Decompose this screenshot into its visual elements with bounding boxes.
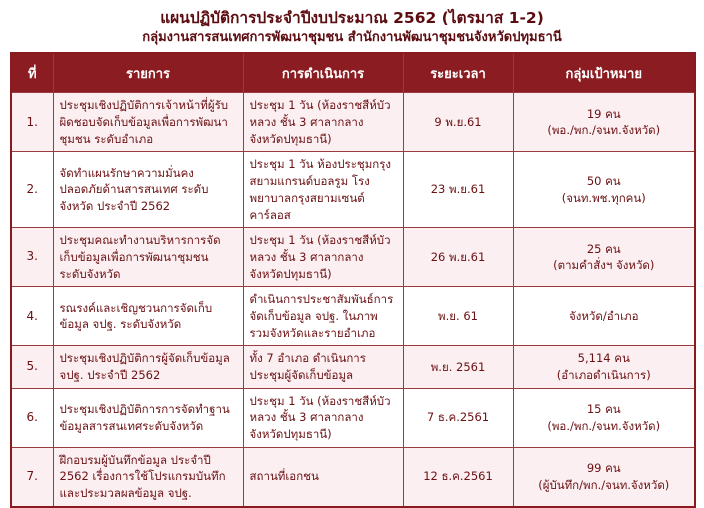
cell-target-line1: 19 คน — [586, 106, 621, 121]
cell-item: ฝึกอบรมผู้บันทึกข้อมูล ประจำปี 2562 เรื่องการใช้โปรแกรมบันทึกและประมวลผลข้อมูล จปฐ. — [53, 447, 243, 507]
cell-target-line1: 50 คน — [586, 174, 621, 189]
table-header — [11, 53, 695, 93]
cell-no: 1. — [11, 93, 53, 152]
cell-item: ประชุมเชิงปฏิบัติการผู้จัดเก็บข้อมูล จปฐ. ประจำปี 2562 — [53, 346, 243, 388]
cell-action: ประชุม 1 วัน ห้องประชุมกรุงสยามแกรนด์บอลรูม โรงพยาบาลกรุงสยามเซนต์คาร์ลอส — [243, 152, 403, 228]
cell-action: สถานที่เอกชน — [243, 447, 403, 507]
cell-target-line2: (อำเภอดำเนินการ) — [556, 367, 651, 382]
cell-no: 4. — [11, 287, 53, 346]
cell-duration: 23 พ.ย.61 — [403, 152, 513, 228]
cell-duration: 7 ธ.ค.2561 — [403, 388, 513, 447]
cell-target-line1: จังหวัด/อำเภอ — [568, 308, 639, 323]
cell-item: รณรงค์และเชิญชวนการจัดเก็บข้อมูล จปฐ. ระดับจังหวัด — [53, 287, 243, 346]
cell-target-line1: 25 คน — [586, 241, 621, 256]
table-row — [11, 93, 695, 152]
cell-duration: 26 พ.ย.61 — [403, 228, 513, 287]
cell-target — [513, 388, 695, 447]
cell-target — [513, 287, 695, 346]
cell-target — [513, 228, 695, 287]
cell-target — [513, 152, 695, 228]
cell-no: 5. — [11, 346, 53, 388]
cell-no: 6. — [11, 388, 53, 447]
cell-item: จัดทำแผนรักษาความมั่นคงปลอดภัยด้านสารสนเทศ ระดับจังหวัด ประจำปี 2562 — [53, 152, 243, 228]
cell-action: ทั้ง 7 อำเภอ ดำเนินการประชุมผู้จัดเก็บข้อมูล — [243, 346, 403, 388]
cell-action: ดำเนินการประชาสัมพันธ์การจัดเก็บข้อมูล จปฐ. ในภาพรวมจังหวัดและรายอำเภอ — [243, 287, 403, 346]
cell-target — [513, 346, 695, 388]
cell-target-line2: (ผู้บันทึก/พก./จนท.จังหวัด) — [538, 477, 670, 492]
table-row — [11, 388, 695, 447]
cell-action: ประชุม 1 วัน (ห้องราชสีห์บัวหลวง ชั้น 3 ศาลากลางจังหวัดปทุมธานี) — [243, 388, 403, 447]
column-header-target: กลุ่มเป้าหมาย — [513, 53, 695, 93]
page-subtitle: กลุ่มงานสารสนเทศการพัฒนาชุมชน สำนักงานพัฒนาชุมชนจังหวัดปทุมธานี — [142, 29, 562, 45]
cell-target-line2: (ตามคำสั่งฯ จังหวัด) — [553, 258, 655, 273]
cell-item: ประชุมคณะทำงานบริหารการจัดเก็บข้อมูลเพื่อการพัฒนาชุมชน ระดับจังหวัด — [53, 228, 243, 287]
cell-item: ประชุมเชิงปฏิบัติการการจัดทำฐานข้อมูลสารสนเทศระดับจังหวัด — [53, 388, 243, 447]
cell-target-line2: (พอ./พก./จนท.จังหวัด) — [547, 123, 661, 138]
cell-target — [513, 447, 695, 507]
cell-target-line1: 99 คน — [586, 460, 621, 475]
cell-action: ประชุม 1 วัน (ห้องราชสีห์บัวหลวง ชั้น 3 ศาลากลางจังหวัดปทุมธานี) — [243, 228, 403, 287]
cell-item: ประชุมเชิงปฏิบัติการเจ้าหน้าที่ผู้รับผิดชอบจัดเก็บข้อมูลเพื่อการพัฒนาชุมชน ระดับอำเภอ — [53, 93, 243, 152]
table-row — [11, 346, 695, 388]
cell-target-line2: (พอ./พก./จนท.จังหวัด) — [547, 418, 661, 433]
table-header-row — [11, 53, 695, 93]
cell-no: 2. — [11, 152, 53, 228]
cell-target-line1: 15 คน — [586, 401, 621, 416]
cell-no: 3. — [11, 228, 53, 287]
column-header-no: ที่ — [11, 53, 53, 93]
document-title-block — [10, 8, 694, 46]
plan-table — [10, 52, 696, 507]
cell-target — [513, 93, 695, 152]
cell-duration: พ.ย. 61 — [403, 287, 513, 346]
cell-action: ประชุม 1 วัน (ห้องราชสีห์บัวหลวง ชั้น 3 ศาลากลางจังหวัดปทุมธานี) — [243, 93, 403, 152]
cell-no: 7. — [11, 447, 53, 507]
page-title: แผนปฏิบัติการประจำปีงบประมาณ 2562 (ไตรมาส 1-2) — [160, 9, 544, 27]
table-row — [11, 287, 695, 346]
cell-target-line2: (จนท.พช.ทุกคน) — [561, 190, 646, 205]
cell-duration: 12 ธ.ค.2561 — [403, 447, 513, 507]
column-header-action: การดำเนินการ — [243, 53, 403, 93]
table-row — [11, 152, 695, 228]
table-row — [11, 447, 695, 507]
table-row — [11, 228, 695, 287]
column-header-duration: ระยะเวลา — [403, 53, 513, 93]
cell-target-line1: 5,114 คน — [577, 351, 630, 366]
cell-duration: พ.ย. 2561 — [403, 346, 513, 388]
table-body — [11, 93, 695, 507]
column-header-item: รายการ — [53, 53, 243, 93]
cell-duration: 9 พ.ย.61 — [403, 93, 513, 152]
